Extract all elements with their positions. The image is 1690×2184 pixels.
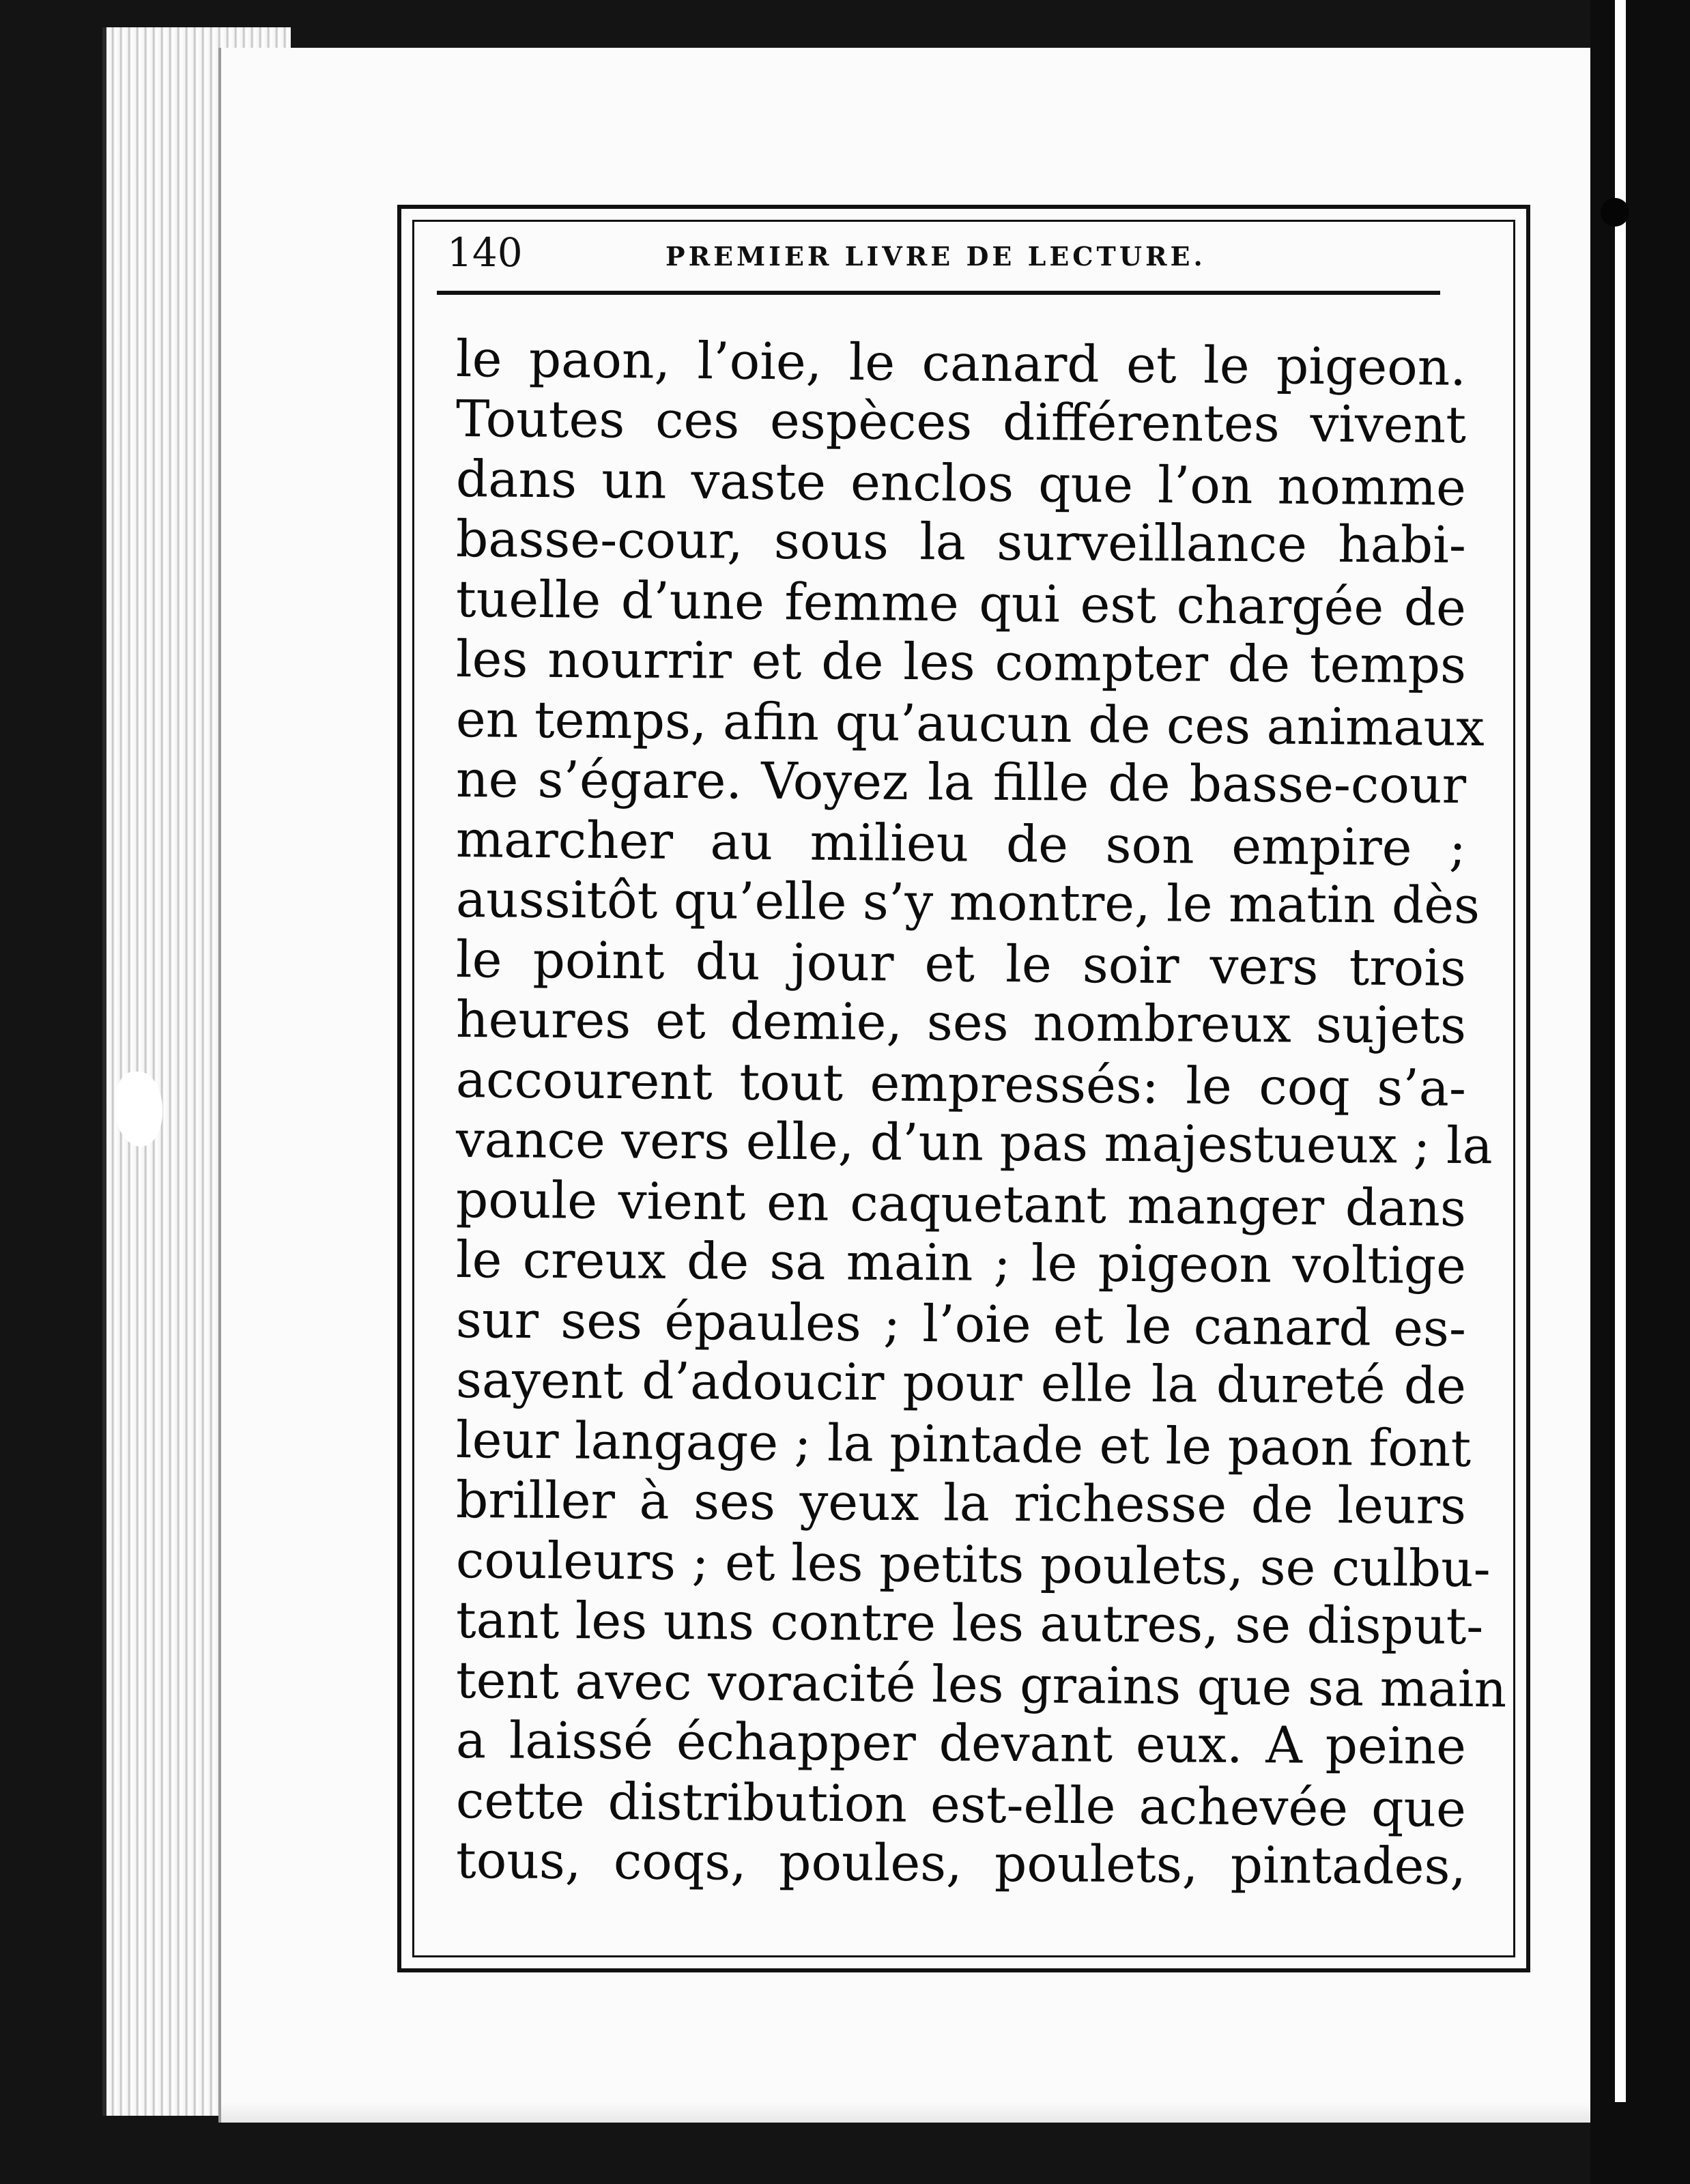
body-text — [455, 329, 1507, 1897]
text-line: cette distribution est-elle achevée que — [455, 1771, 1467, 1839]
text-line: vance vers elle, d’un pas majestueux ; la — [455, 1110, 1493, 1176]
text-line: en temps, afin qu’aucun de ces animaux — [455, 690, 1485, 758]
text-line: le point du jour et le soir vers trois — [455, 930, 1467, 998]
text-line: briller à ses yeux la richesse de leurs — [455, 1471, 1467, 1536]
text-line: le creux de sa main ; le pigeon voltige — [455, 1231, 1467, 1296]
binding-mark — [1601, 198, 1629, 227]
text-line: tant les uns contre les autres, se disput- — [455, 1591, 1484, 1656]
text-line: Toutes ces espèces différentes vivent — [455, 390, 1467, 455]
book-binding — [1590, 0, 1690, 2184]
text-line: poule vient en caquetant manger dans — [455, 1170, 1467, 1238]
running-head — [447, 225, 1430, 280]
header-rule — [437, 291, 1440, 295]
book-title: PREMIER LIVRE DE LECTURE. — [665, 241, 1206, 272]
text-line: leur langage ; la pintade et le paon font — [455, 1411, 1472, 1478]
text-line: heures et demie, ses nombreux sujets — [455, 990, 1467, 1056]
text-line: le paon, l’oie, le canard et le pigeon. — [455, 330, 1467, 397]
text-line: marcher au milieu de son empire ; — [455, 810, 1467, 878]
page-number: 140 — [447, 229, 523, 276]
text-line: les nourrir et de les compter de temps — [455, 630, 1467, 695]
binding-edge — [1615, 0, 1626, 2102]
text-line: couleurs ; et les petits poulets, se culbu- — [455, 1531, 1491, 1599]
text-line: sur ses épaules ; l’oie et le canard es- — [455, 1291, 1467, 1358]
text-line: dans un vaste enclos que l’on nomme — [455, 450, 1467, 517]
text-line: a laissé échapper devant eux. A peine — [455, 1711, 1467, 1777]
text-line: aussitôt qu’elle s’y montre, le matin dès — [455, 870, 1480, 936]
text-line: accourent tout empressés: le coq s’a- — [455, 1050, 1467, 1118]
text-line: basse-cour, sous la surveillance habi- — [455, 510, 1467, 575]
text-line: tent avec voracité les grains que sa main — [455, 1651, 1507, 1719]
text-line: tous, coqs, poules, poulets, pintades, — [455, 1831, 1467, 1897]
text-line: sayent d’adoucir pour elle la dureté de — [455, 1351, 1467, 1416]
text-line: tuelle d’une femme qui est chargée de — [455, 570, 1467, 637]
text-line: ne s’égare. Voyez la fille de basse-cour — [455, 750, 1467, 816]
